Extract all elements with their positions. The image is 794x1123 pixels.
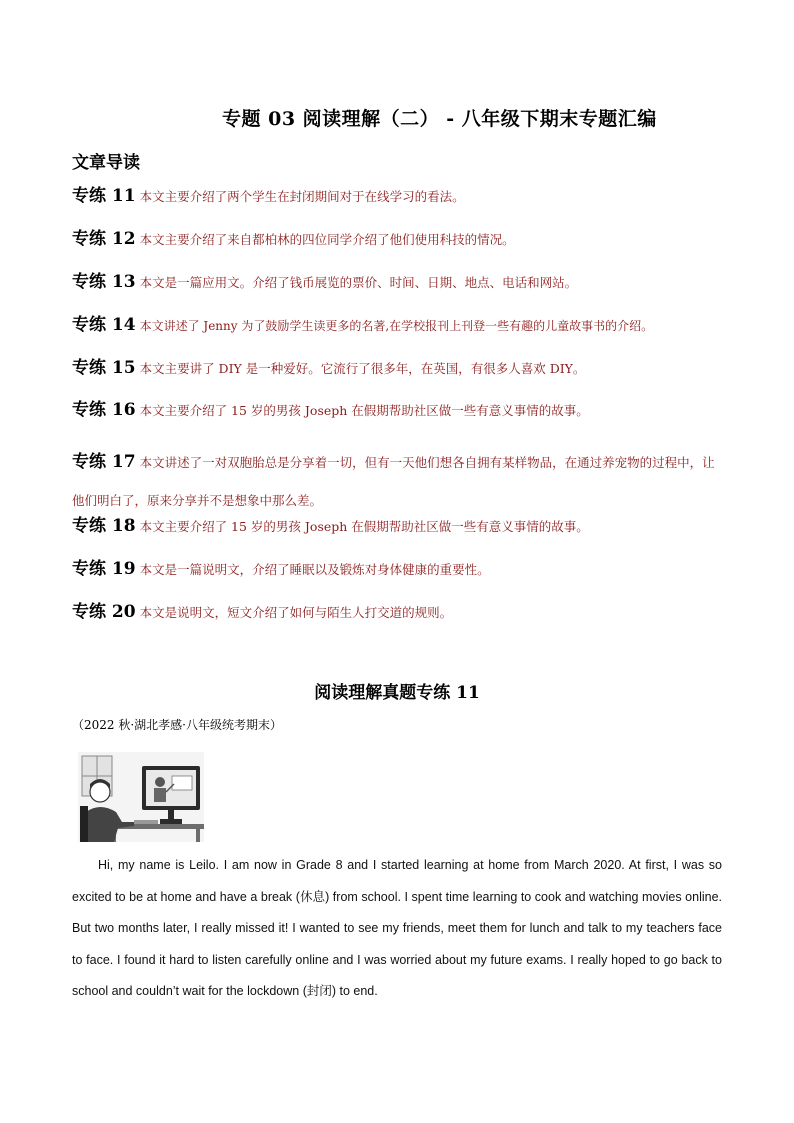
summary-text: 本文讲述了 Jenny 为了鼓励学生读更多的名著,在学校报刊上刊登一些有趣的儿童故事书的介绍。 <box>139 319 654 333</box>
summary-text: 本文主要讲了 DIY 是一种爱好。它流行了很多年，在英国，有很多人喜欢 DIY。 <box>139 361 586 376</box>
reading-passage: Hi, my name is Leilo. I am now in Grade 8 and I started learning at home from March 2020. At first, I was so excited to be at home and have a break (休息) from school. I spent time learning to cook and watching movies online. But two months later, I really missed it! I wanted to see my friends, meet them for lunch and talk to my teachers face to face. I found it hard to listen carefully online and I was worried about my future exams. I really hoped to go back to school and couldn’t wait for the lockdown (封闭) to end. <box>72 858 722 998</box>
summary-item <box>72 443 722 519</box>
passage-title: 阅读理解真题专练 11 <box>314 683 480 703</box>
summary-label: 专练 15 <box>72 358 136 378</box>
document-title: 专题 03 阅读理解（二） - 八年级下期末专题汇编 <box>222 108 657 130</box>
summary-item <box>72 315 653 336</box>
summary-label: 专练 11 <box>72 186 136 206</box>
exam-source: （2022 秋·湖北孝感·八年级统考期末） <box>72 718 282 732</box>
summary-label: 专练 18 <box>72 516 136 536</box>
summary-item <box>72 559 490 580</box>
summary-label: 专练 13 <box>72 272 136 292</box>
summary-item <box>72 602 452 623</box>
summary-text: 本文是说明文，短文介绍了如何与陌生人打交道的规则。 <box>139 605 453 620</box>
summary-item <box>72 186 465 207</box>
summary-label: 专练 16 <box>72 400 136 420</box>
summary-text: 本文主要介绍了两个学生在封闭期间对于在线学习的看法。 <box>139 189 465 204</box>
section-heading: 文章导读 <box>72 153 140 173</box>
summary-text: 本文讲述了一对双胞胎总是分享着一切，但有一天他们想各自拥有某样物品，在通过养宠物的过程中，让他们明白了，原来分享并不是想象中那么差。 <box>72 455 715 508</box>
summary-item <box>72 229 515 250</box>
summary-label: 专练 19 <box>72 559 136 579</box>
summary-label: 专练 14 <box>72 315 136 335</box>
summary-item <box>72 400 589 421</box>
summary-label: 专练 20 <box>72 602 136 622</box>
summary-item <box>72 358 585 379</box>
summary-label: 专练 17 <box>72 452 136 472</box>
summary-item <box>72 272 577 293</box>
summary-text: 本文是一篇应用文。介绍了钱币展览的票价、时间、日期、地点、电话和网站。 <box>139 275 578 290</box>
summary-text: 本文是一篇说明文，介绍了睡眠以及锻炼对身体健康的重要性。 <box>139 562 490 577</box>
student-at-computer-illustration <box>78 752 204 842</box>
summary-label: 专练 12 <box>72 229 136 249</box>
summary-text: 本文主要介绍了 15 岁的男孩 Joseph 在假期帮助社区做一些有意义事情的故事。 <box>139 403 589 418</box>
summary-item <box>72 516 589 537</box>
summary-text: 本文主要介绍了来自都柏林的四位同学介绍了他们使用科技的情况。 <box>139 232 515 247</box>
summary-text: 本文主要介绍了 15 岁的男孩 Joseph 在假期帮助社区做一些有意义事情的故事。 <box>139 519 589 534</box>
